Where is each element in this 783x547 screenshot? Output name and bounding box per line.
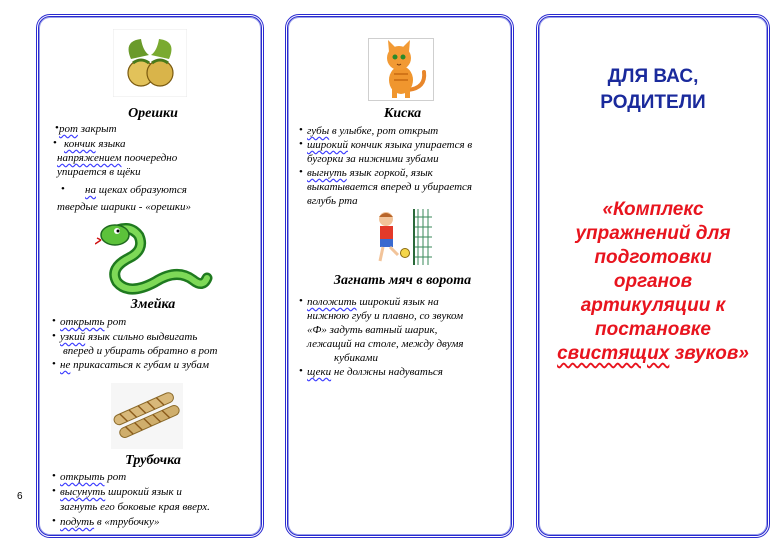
bullet: • bbox=[55, 122, 59, 134]
bullet: • bbox=[299, 365, 303, 377]
text-line: вперед и убирать обратно в рот bbox=[63, 345, 218, 357]
panel-middle bbox=[285, 14, 514, 538]
exercise-title-oreshki: Орешки bbox=[128, 106, 178, 121]
panel-right bbox=[536, 14, 770, 538]
text-line: выкатывается вперед и убирается bbox=[307, 181, 473, 193]
subtitle-line: «Комплекс bbox=[602, 199, 704, 220]
text-line: узкий язык сильно выдвигать bbox=[60, 331, 198, 343]
text-line: широкий кончик языка упирается в bbox=[307, 139, 473, 151]
text-line: твердые шарики - «орешки» bbox=[57, 201, 192, 213]
text-line: нижнюю губу и плавно, со звуком bbox=[307, 310, 464, 322]
text-line: бугорки за нижними зубами bbox=[307, 153, 439, 165]
bullet: • bbox=[52, 515, 56, 527]
panel-left bbox=[36, 14, 264, 538]
subtitle-line: постановке bbox=[595, 319, 711, 340]
subtitle-line: артикуляции к bbox=[580, 295, 726, 316]
page-number: 6 bbox=[17, 491, 23, 502]
boy-with-ball-icon bbox=[370, 207, 432, 267]
text-line: на щеках образуются bbox=[85, 184, 187, 196]
exercise-title-kiska: Киска bbox=[383, 106, 422, 121]
cat-icon bbox=[368, 38, 434, 101]
subtitle-line: органов bbox=[613, 271, 693, 292]
text-line: упирается в щёки bbox=[57, 166, 141, 178]
bullet: • bbox=[52, 358, 56, 370]
text-line: губы в улыбке, рот открыт bbox=[307, 125, 439, 137]
bullet: • bbox=[52, 330, 56, 342]
bullet: • bbox=[53, 137, 57, 149]
text-line: щеки не должны надуваться bbox=[307, 366, 443, 378]
subtitle-line: подготовки bbox=[594, 247, 712, 268]
hazelnut-icon bbox=[113, 29, 187, 97]
exercise-title-zagnat-myach: Загнать мяч в ворота bbox=[333, 273, 472, 288]
exercise-title-trubochka: Трубочка bbox=[125, 453, 181, 468]
text-line: лежащий на столе, между двумя bbox=[307, 338, 464, 350]
text-line: напряжением поочередно bbox=[57, 152, 178, 164]
bullet: • bbox=[299, 295, 303, 307]
bullet: • bbox=[52, 470, 56, 482]
subtitle-line: свистящих звуков» bbox=[557, 343, 749, 364]
bullet: • bbox=[299, 138, 303, 150]
bullet: • bbox=[299, 166, 303, 178]
text-line: открыть рот bbox=[60, 471, 127, 483]
bullet: • bbox=[52, 485, 56, 497]
bullet: • bbox=[52, 315, 56, 327]
wafer-rolls-icon bbox=[111, 383, 183, 449]
text-line: рот закрыт bbox=[59, 123, 117, 135]
exercise-title-zmeyka: Змейка bbox=[130, 297, 176, 312]
text-line: открыть рот bbox=[60, 316, 127, 328]
text-line: загнуть его боковые края вверх. bbox=[60, 501, 210, 513]
text-line: кубиками bbox=[334, 352, 378, 364]
text-line: «Ф» задуть ватный шарик, bbox=[307, 324, 438, 336]
bullet: • bbox=[61, 183, 65, 195]
text-line: подуть в «трубочку» bbox=[60, 516, 160, 528]
text-line: кончик языка bbox=[64, 138, 126, 150]
text-line: не прикасаться к губам и зубам bbox=[60, 359, 210, 371]
text-line: положить широкий язык на bbox=[307, 296, 439, 308]
snake-icon bbox=[95, 220, 213, 298]
heading-line: ДЛЯ ВАС, bbox=[607, 66, 699, 87]
text-line: вглубь рта bbox=[307, 195, 358, 207]
text-line: выгнуть язык горкой, язык bbox=[307, 167, 433, 179]
bullet: • bbox=[299, 124, 303, 136]
subtitle-line: упражнений для bbox=[575, 223, 731, 244]
heading-line: РОДИТЕЛИ bbox=[600, 92, 706, 113]
text-line: высунуть широкий язык и bbox=[60, 486, 182, 498]
